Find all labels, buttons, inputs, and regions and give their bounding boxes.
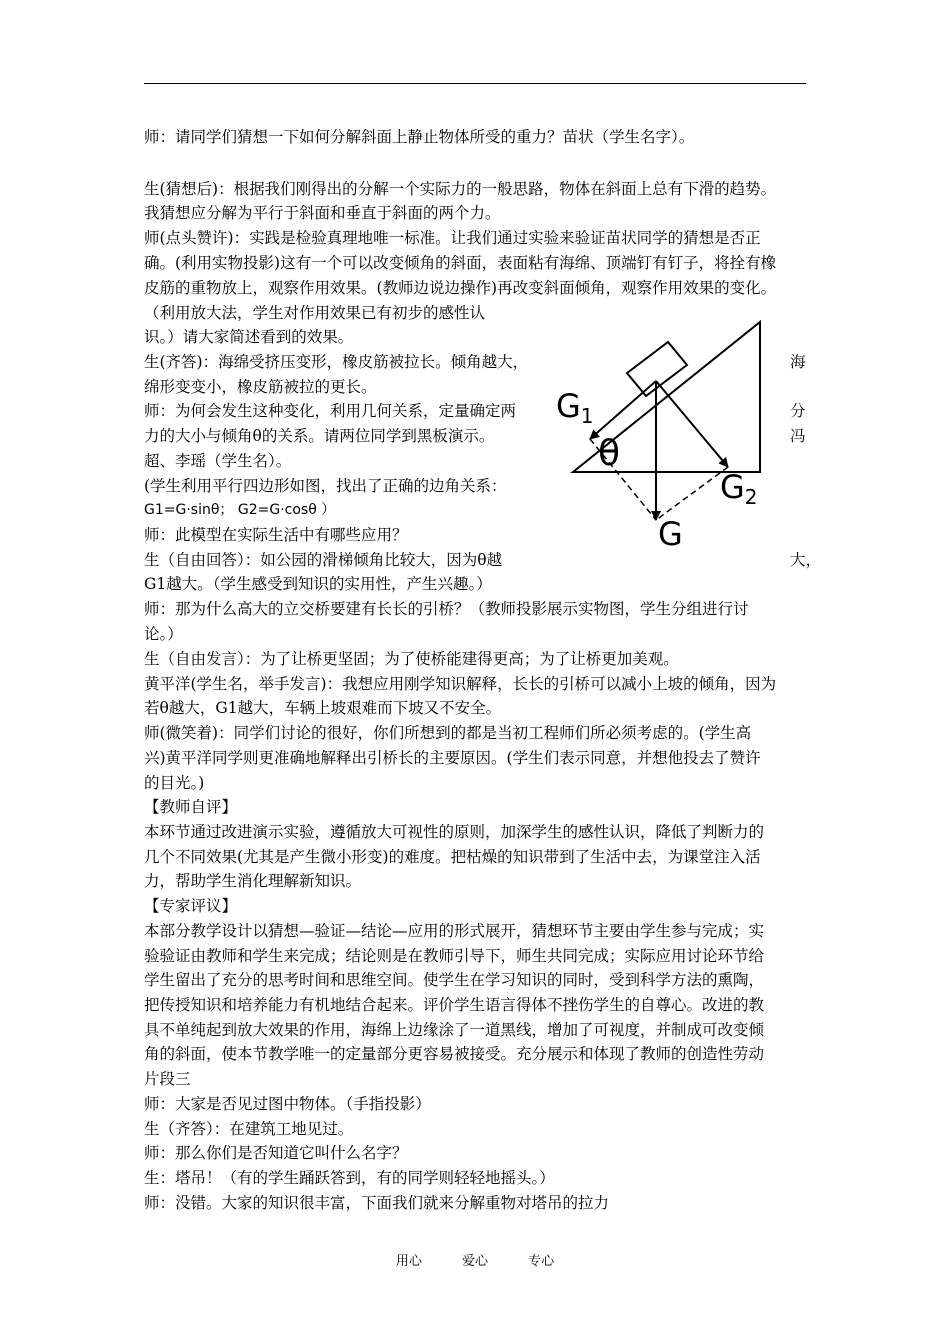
formula-line: G1=G·sinθ； G2=G·cosθ ） [144, 502, 336, 518]
page-footer [0, 1250, 950, 1269]
text-line: 师：那为什么高大的立交桥要建有长长的引桥？（教师投影展示实物图，学生分组进行讨 [144, 600, 749, 618]
footer-text: 专心 [528, 1254, 555, 1269]
g2-arrow [656, 381, 728, 467]
section-heading: 【教师自评】 [144, 798, 238, 816]
text-line: 学生留出了充分的思考时间和思维空间。使学生在学习知识的同时，受到科学方法的熏陶， [144, 971, 765, 989]
footer-text: 爱心 [461, 1254, 488, 1269]
text-line: 本环节通过改进演示实验，遵循放大可视性的原则，加深学生的感性认识，降低了判断力的 [144, 823, 765, 841]
text-line: 师：请同学们猜想一下如何分解斜面上静止物体所受的重力？苗状（学生名字）。 [144, 128, 695, 146]
text-line: 师：此模型在实际生活中有哪些应用？ [144, 526, 408, 544]
incline-force-diagram [550, 315, 780, 555]
line-end-fragment: 大， [790, 551, 822, 569]
text-line: 我猜想应分解为平行于斜面和垂直于斜面的两个力。 [144, 204, 501, 222]
text-line: 师(微笑着)：同学们讨论的很好，你们所想到的都是当初工程师们所必须考虑的。(学生高 [144, 724, 752, 742]
text-line: （利用放大法，学生对作用效果已有初步的感性认 [144, 304, 486, 322]
text-line: 识。）请大家简述看到的效果。 [144, 328, 354, 346]
text-line: 生(齐答)：海绵受挤压变形，橡皮筋被拉长。倾角越大， [144, 353, 529, 371]
text-line: 本部分教学设计以猜想—验证—结论—应用的形式展开，猜想环节主要由学生参与完成；实 [144, 922, 765, 940]
theta-label: θ [598, 433, 621, 474]
text-line: 师：大家是否见过图中物体。（手指投影） [144, 1095, 431, 1113]
text-line: 确。(利用实物投影)这有一个可以改变倾角的斜面，表面粘有海绵、顶端钉有钉子，将拴有橡 [144, 254, 777, 272]
dashed-line [656, 467, 728, 520]
text-line: 验验证由教师和学生来完成；结论则是在教师引导下，师生共同完成；实际应用讨论环节给 [144, 947, 765, 965]
text-line: 超、李瑶（学生名）。 [144, 452, 292, 470]
g1-arrow [590, 381, 656, 439]
section-heading: 【专家评议】 [144, 897, 238, 915]
text-line: 生（自由回答）：如公园的滑梯倾角比较大，因为θ越 [144, 551, 503, 569]
line-end-fragment: 分 [790, 402, 806, 420]
text-line: 绵形变变小，橡皮筋被拉的更长。 [144, 378, 377, 396]
text-line: 师：那么你们是否知道它叫什么名字？ [144, 1144, 408, 1162]
text-line: 生（齐答）：在建筑工地见过。 [144, 1120, 354, 1138]
line-end-fragment: 冯 [790, 427, 806, 445]
text-line: 师：没错。大家的知识很丰富，下面我们就来分解重物对塔吊的拉力 [144, 1194, 610, 1212]
text-line: G1越大。（学生感受到知识的实用性，产生兴趣。） [144, 575, 492, 593]
text-line: 师(点头赞许)：实践是检验真理地唯一标准。让我们通过实验来验证苗状同学的猜想是否正 [144, 229, 761, 247]
text-line: 皮筋的重物放上，观察作用效果。(教师边说边操作)再改变斜面倾角，观察作用效果的变化。 [144, 279, 777, 297]
text-line: 把传授知识和培养能力有机地结合起来。评价学生语言得体不挫伤学生的自尊心。改进的教 [144, 996, 765, 1014]
text-line: (学生利用平行四边形如图，找出了正确的边角关系： [144, 477, 507, 495]
text-line: 力的大小与倾角θ的关系。请两位同学到黑板演示。 [144, 427, 495, 445]
text-line: 片段三 [144, 1070, 191, 1088]
text-line: 若θ越大，G1越大，车辆上坡艰难而下坡又不安全。 [144, 699, 502, 717]
text-line: 论。） [144, 625, 183, 643]
text-line: 具不单纯起到放大效果的作用，海绵上边缘涂了一道黑线，增加了可视度，并制成可改变倾 [144, 1021, 765, 1039]
text-line: 黄平洋(学生名，举手发言)：我想应用刚学知识解释，长长的引桥可以减小上坡的倾角，因为 [144, 675, 777, 693]
text-line: 生：塔吊！（有的学生踊跃答到，有的同学则轻轻地摇头。） [144, 1169, 555, 1187]
text-line: 师：为何会发生这种变化，利用几何关系，定量确定两 [144, 402, 517, 420]
text-line: 生(猜想后)：根据我们刚得出的分解一个实际力的一般思路，物体在斜面上总有下滑的趋势。 [144, 180, 777, 198]
line-end-fragment: 海 [790, 353, 806, 371]
text-line: 几个不同效果(尤其是产生微小形变)的难度。把枯燥的知识带到了生活中去，为课堂注入活 [144, 848, 761, 866]
text-line: 角的斜面，使本节教学唯一的定量部分更容易被接受。充分展示和体现了教师的创造性劳动 [144, 1045, 765, 1063]
g2-label: G2 [720, 468, 758, 509]
text-line: 兴)黄平洋同学则更准确地解释出引桥长的主要原因。(学生们表示同意，并想他投去了赞许 [144, 749, 761, 767]
text-line: 的目光。) [144, 774, 205, 792]
header-rule [144, 83, 806, 84]
g1-label: G1 [556, 387, 594, 428]
g-label: G [658, 515, 683, 553]
text-line: 生（自由发言）：为了让桥更坚固；为了使桥能建得更高；为了让桥更加美观。 [144, 650, 679, 668]
footer-text: 用心 [395, 1254, 422, 1269]
text-line: 力，帮助学生消化理解新知识。 [144, 872, 362, 890]
